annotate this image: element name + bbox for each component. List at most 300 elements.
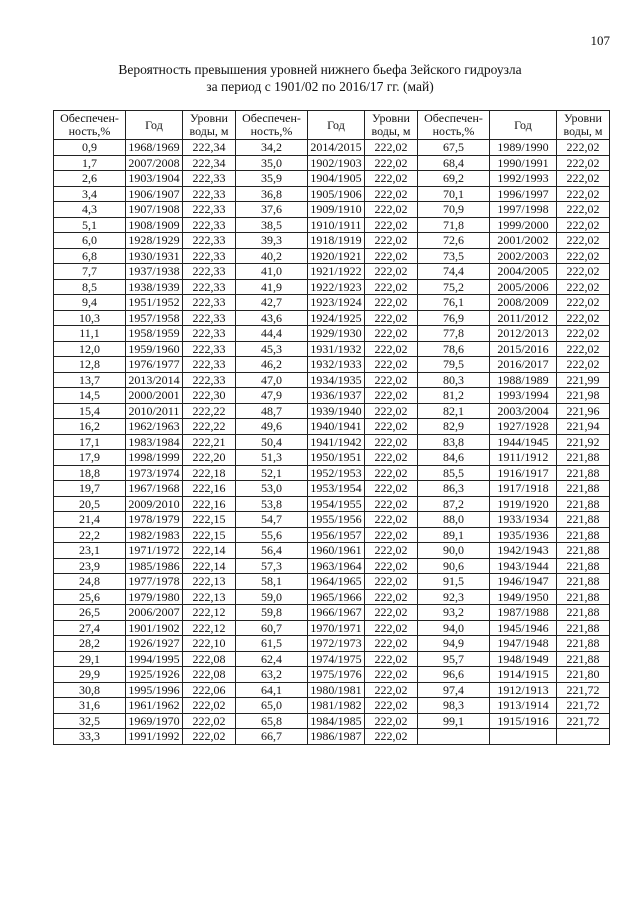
table-cell: 1946/1947	[490, 574, 557, 590]
table-cell: 222,13	[183, 589, 236, 605]
table-cell: 6,0	[54, 233, 126, 249]
table-cell: 222,02	[365, 357, 418, 373]
table-cell: 1964/1965	[308, 574, 365, 590]
table-cell: 65,8	[236, 713, 308, 729]
table-cell: 222,02	[557, 279, 610, 295]
table-cell: 1983/1984	[126, 434, 183, 450]
table-cell: 32,5	[54, 713, 126, 729]
table-cell: 222,33	[183, 279, 236, 295]
table-cell: 1979/1980	[126, 589, 183, 605]
table-row	[54, 155, 610, 171]
table-cell: 222,02	[365, 636, 418, 652]
table-header-row	[54, 111, 610, 140]
table-cell: 22,2	[54, 527, 126, 543]
table-row	[54, 372, 610, 388]
table-cell: 52,1	[236, 465, 308, 481]
table-cell: 222,33	[183, 372, 236, 388]
header-year-1: Год	[126, 111, 183, 140]
table-cell: 222,02	[365, 698, 418, 714]
table-row	[54, 605, 610, 621]
table-cell: 222,02	[557, 326, 610, 342]
table-cell: 1935/1936	[490, 527, 557, 543]
table-cell: 1927/1928	[490, 419, 557, 435]
table-cell: 221,88	[557, 605, 610, 621]
table-cell: 76,1	[418, 295, 490, 311]
table-cell: 222,02	[365, 388, 418, 404]
table-cell: 34,2	[236, 140, 308, 156]
table-cell: 11,1	[54, 326, 126, 342]
table-cell: 1908/1909	[126, 217, 183, 233]
table-cell: 222,02	[365, 713, 418, 729]
table-cell: 222,02	[365, 465, 418, 481]
table-cell: 33,3	[54, 729, 126, 745]
table-cell: 222,16	[183, 481, 236, 497]
table-cell: 23,1	[54, 543, 126, 559]
table-cell: 88,0	[418, 512, 490, 528]
header-coverage-3: Обеспечен-ность,%	[418, 111, 490, 140]
table-cell: 72,6	[418, 233, 490, 249]
page-number: 107	[590, 33, 610, 48]
table-cell: 45,3	[236, 341, 308, 357]
table-cell: 221,92	[557, 434, 610, 450]
table-cell: 222,02	[365, 667, 418, 683]
table-cell: 44,4	[236, 326, 308, 342]
table-cell: 16,2	[54, 419, 126, 435]
table-cell: 86,3	[418, 481, 490, 497]
table-cell: 3,4	[54, 186, 126, 202]
table-cell: 222,18	[183, 465, 236, 481]
table-cell: 222,02	[557, 310, 610, 326]
table-cell: 65,0	[236, 698, 308, 714]
table-cell: 1932/1933	[308, 357, 365, 373]
table-cell: 2008/2009	[490, 295, 557, 311]
table-cell: 1994/1995	[126, 651, 183, 667]
table-cell: 84,6	[418, 450, 490, 466]
table-cell: 1953/1954	[308, 481, 365, 497]
table-cell: 35,9	[236, 171, 308, 187]
table-cell: 1972/1973	[308, 636, 365, 652]
header-year-2: Год	[308, 111, 365, 140]
table-cell: 69,2	[418, 171, 490, 187]
table-cell: 222,02	[557, 264, 610, 280]
table-cell: 17,9	[54, 450, 126, 466]
table-cell: 222,33	[183, 310, 236, 326]
table-cell: 64,1	[236, 682, 308, 698]
table-cell: 1951/1952	[126, 295, 183, 311]
table-cell: 221,88	[557, 512, 610, 528]
table-cell: 79,5	[418, 357, 490, 373]
table-cell: 10,3	[54, 310, 126, 326]
table-cell: 29,1	[54, 651, 126, 667]
table-cell: 1921/1922	[308, 264, 365, 280]
table-cell: 14,5	[54, 388, 126, 404]
table-cell: 58,1	[236, 574, 308, 590]
table-cell: 48,7	[236, 403, 308, 419]
table-cell: 222,02	[365, 155, 418, 171]
table-cell: 50,4	[236, 434, 308, 450]
table-row	[54, 403, 610, 419]
table-cell: 70,9	[418, 202, 490, 218]
table-cell: 1991/1992	[126, 729, 183, 745]
table-cell: 1936/1937	[308, 388, 365, 404]
table-cell: 1944/1945	[490, 434, 557, 450]
table-cell: 1934/1935	[308, 372, 365, 388]
table-cell: 222,06	[183, 682, 236, 698]
table-cell: 46,2	[236, 357, 308, 373]
table-row	[54, 682, 610, 698]
table-cell: 1913/1914	[490, 698, 557, 714]
table-cell: 1977/1978	[126, 574, 183, 590]
table-cell: 222,30	[183, 388, 236, 404]
table-cell: 0,9	[54, 140, 126, 156]
table-cell: 2004/2005	[490, 264, 557, 280]
table-cell: 222,02	[365, 264, 418, 280]
table-cell: 43,6	[236, 310, 308, 326]
table-cell: 1917/1918	[490, 481, 557, 497]
table-row	[54, 419, 610, 435]
table-cell: 89,1	[418, 527, 490, 543]
table-cell: 1998/1999	[126, 450, 183, 466]
table-cell: 1910/1911	[308, 217, 365, 233]
table-row	[54, 729, 610, 745]
table-cell: 222,02	[365, 434, 418, 450]
table-cell: 221,72	[557, 698, 610, 714]
table-cell: 1909/1910	[308, 202, 365, 218]
header-coverage-2: Обеспечен-ность,%	[236, 111, 308, 140]
table-cell: 1930/1931	[126, 248, 183, 264]
table-cell: 57,3	[236, 558, 308, 574]
table-cell: 221,88	[557, 450, 610, 466]
table-cell: 1901/1902	[126, 620, 183, 636]
table-cell: 1961/1962	[126, 698, 183, 714]
table-cell: 222,02	[365, 372, 418, 388]
header-year-3: Год	[490, 111, 557, 140]
table-cell: 67,5	[418, 140, 490, 156]
table-cell: 222,02	[365, 217, 418, 233]
table-cell: 222,33	[183, 202, 236, 218]
table-row	[54, 434, 610, 450]
table-cell: 221,72	[557, 682, 610, 698]
document-title	[0, 61, 640, 95]
table-cell: 35,0	[236, 155, 308, 171]
table-cell: 12,0	[54, 341, 126, 357]
table-cell: 97,4	[418, 682, 490, 698]
table-cell: 1962/1963	[126, 419, 183, 435]
table-cell: 2015/2016	[490, 341, 557, 357]
table-cell: 54,7	[236, 512, 308, 528]
table-cell: 2014/2015	[308, 140, 365, 156]
table-cell: 40,2	[236, 248, 308, 264]
table-cell: 1986/1987	[308, 729, 365, 745]
table-cell: 222,34	[183, 140, 236, 156]
table-cell: 73,5	[418, 248, 490, 264]
table-cell: 221,88	[557, 558, 610, 574]
table-cell: 221,88	[557, 620, 610, 636]
table-cell: 1939/1940	[308, 403, 365, 419]
table-cell: 1952/1953	[308, 465, 365, 481]
table-cell: 222,02	[183, 698, 236, 714]
table-cell: 222,34	[183, 155, 236, 171]
table-cell: 222,02	[183, 713, 236, 729]
table-cell: 7,7	[54, 264, 126, 280]
table-cell: 68,4	[418, 155, 490, 171]
table-cell: 1924/1925	[308, 310, 365, 326]
table-row	[54, 140, 610, 156]
table-cell: 83,8	[418, 434, 490, 450]
table-cell: 1985/1986	[126, 558, 183, 574]
table-cell: 222,02	[365, 233, 418, 249]
table-cell: 49,6	[236, 419, 308, 435]
table-cell: 82,1	[418, 403, 490, 419]
table-cell: 1975/1976	[308, 667, 365, 683]
table-cell: 1960/1961	[308, 543, 365, 559]
table-cell: 39,3	[236, 233, 308, 249]
table-cell: 221,88	[557, 636, 610, 652]
header-level-2: Уровни воды, м	[365, 111, 418, 140]
table-cell: 1955/1956	[308, 512, 365, 528]
table-cell: 94,9	[418, 636, 490, 652]
table-cell: 222,02	[365, 341, 418, 357]
table-cell: 6,8	[54, 248, 126, 264]
table-row	[54, 248, 610, 264]
table-cell: 92,3	[418, 589, 490, 605]
table-row	[54, 558, 610, 574]
table-cell: 1995/1996	[126, 682, 183, 698]
table-cell: 1957/1958	[126, 310, 183, 326]
table-cell: 1947/1948	[490, 636, 557, 652]
table-cell: 1937/1938	[126, 264, 183, 280]
table-cell: 2013/2014	[126, 372, 183, 388]
table-cell: 1956/1957	[308, 527, 365, 543]
table-cell: 31,6	[54, 698, 126, 714]
table-cell: 1974/1975	[308, 651, 365, 667]
table-cell: 2,6	[54, 171, 126, 187]
table-cell: 1904/1905	[308, 171, 365, 187]
table-cell: 2016/2017	[490, 357, 557, 373]
table-cell: 1971/1972	[126, 543, 183, 559]
table-cell: 221,94	[557, 419, 610, 435]
table-cell: 1,7	[54, 155, 126, 171]
table-row	[54, 341, 610, 357]
table-cell: 222,02	[557, 202, 610, 218]
table-row	[54, 636, 610, 652]
table-cell: 2007/2008	[126, 155, 183, 171]
table-cell: 221,88	[557, 589, 610, 605]
table-body	[54, 140, 610, 745]
table-cell: 222,02	[365, 295, 418, 311]
table-cell: 222,33	[183, 295, 236, 311]
table-cell: 222,02	[183, 729, 236, 745]
table-cell: 1973/1974	[126, 465, 183, 481]
table-cell: 15,4	[54, 403, 126, 419]
table-cell: 1914/1915	[490, 667, 557, 683]
table-cell: 222,22	[183, 419, 236, 435]
table-row	[54, 450, 610, 466]
table-row	[54, 279, 610, 295]
table-cell: 1958/1959	[126, 326, 183, 342]
table-row	[54, 574, 610, 590]
table-cell: 222,02	[365, 171, 418, 187]
table-row	[54, 310, 610, 326]
table-row	[54, 713, 610, 729]
table-cell: 1993/1994	[490, 388, 557, 404]
table-cell: 1903/1904	[126, 171, 183, 187]
table-cell: 221,88	[557, 543, 610, 559]
table-cell: 74,4	[418, 264, 490, 280]
table-cell: 222,08	[183, 651, 236, 667]
table-cell: 59,8	[236, 605, 308, 621]
table-cell: 53,0	[236, 481, 308, 497]
table-cell: 90,6	[418, 558, 490, 574]
table-cell: 47,0	[236, 372, 308, 388]
table-cell: 63,2	[236, 667, 308, 683]
table-cell: 75,2	[418, 279, 490, 295]
table-cell: 222,33	[183, 341, 236, 357]
table-cell: 38,5	[236, 217, 308, 233]
table-cell: 222,22	[183, 403, 236, 419]
table-cell: 1959/1960	[126, 341, 183, 357]
probability-table	[53, 110, 610, 745]
table-row	[54, 171, 610, 187]
table-cell: 2006/2007	[126, 605, 183, 621]
table-cell: 222,08	[183, 667, 236, 683]
table-cell: 222,02	[365, 527, 418, 543]
table-cell: 222,33	[183, 233, 236, 249]
table-cell: 1938/1939	[126, 279, 183, 295]
table-cell: 47,9	[236, 388, 308, 404]
table-cell: 95,7	[418, 651, 490, 667]
table-cell: 1950/1951	[308, 450, 365, 466]
table-cell: 85,5	[418, 465, 490, 481]
table-cell: 221,88	[557, 481, 610, 497]
table-cell: 1992/1993	[490, 171, 557, 187]
table-cell: 70,1	[418, 186, 490, 202]
table-cell: 222,02	[557, 155, 610, 171]
table-cell: 1954/1955	[308, 496, 365, 512]
table-cell: 222,02	[365, 279, 418, 295]
table-cell: 61,5	[236, 636, 308, 652]
table-cell: 1945/1946	[490, 620, 557, 636]
table-cell: 80,3	[418, 372, 490, 388]
table-cell: 42,7	[236, 295, 308, 311]
table-cell: 17,1	[54, 434, 126, 450]
table-cell: 2003/2004	[490, 403, 557, 419]
table-cell: 1980/1981	[308, 682, 365, 698]
table-cell: 1967/1968	[126, 481, 183, 497]
table-cell: 222,02	[557, 233, 610, 249]
table-row	[54, 496, 610, 512]
table-cell: 222,33	[183, 326, 236, 342]
table-row	[54, 698, 610, 714]
table-cell	[490, 729, 557, 745]
table-cell: 1919/1920	[490, 496, 557, 512]
table-cell: 1920/1921	[308, 248, 365, 264]
table-cell: 1990/1991	[490, 155, 557, 171]
table-cell: 1987/1988	[490, 605, 557, 621]
table-cell: 222,02	[365, 558, 418, 574]
table-cell: 1911/1912	[490, 450, 557, 466]
table-cell: 1968/1969	[126, 140, 183, 156]
table-cell: 1978/1979	[126, 512, 183, 528]
table-row	[54, 465, 610, 481]
table-cell: 26,5	[54, 605, 126, 621]
table-cell: 23,9	[54, 558, 126, 574]
table-cell	[557, 729, 610, 745]
table-cell: 2000/2001	[126, 388, 183, 404]
table-cell: 1907/1908	[126, 202, 183, 218]
table-cell: 1925/1926	[126, 667, 183, 683]
table-cell: 222,33	[183, 186, 236, 202]
table-cell: 1933/1934	[490, 512, 557, 528]
table-cell: 18,8	[54, 465, 126, 481]
table-cell: 1996/1997	[490, 186, 557, 202]
table-cell: 222,02	[365, 310, 418, 326]
table-cell: 222,14	[183, 558, 236, 574]
table-cell: 8,5	[54, 279, 126, 295]
table-cell: 2002/2003	[490, 248, 557, 264]
table-cell: 1963/1964	[308, 558, 365, 574]
table-cell: 1949/1950	[490, 589, 557, 605]
table-cell: 1988/1989	[490, 372, 557, 388]
table-cell: 222,02	[365, 512, 418, 528]
table-cell: 221,99	[557, 372, 610, 388]
table-cell: 53,8	[236, 496, 308, 512]
table-cell: 41,0	[236, 264, 308, 280]
table-cell: 5,1	[54, 217, 126, 233]
table-cell: 37,6	[236, 202, 308, 218]
table-cell: 1965/1966	[308, 589, 365, 605]
table-cell: 1918/1919	[308, 233, 365, 249]
table-cell: 1969/1970	[126, 713, 183, 729]
table-cell: 222,33	[183, 248, 236, 264]
table-cell: 221,96	[557, 403, 610, 419]
table-cell	[418, 729, 490, 745]
table-cell: 1931/1932	[308, 341, 365, 357]
table-cell: 1976/1977	[126, 357, 183, 373]
table-cell: 1999/2000	[490, 217, 557, 233]
table-cell: 1926/1927	[126, 636, 183, 652]
table-cell: 1929/1930	[308, 326, 365, 342]
table-cell: 222,02	[365, 186, 418, 202]
header-coverage-1: Обеспечен-ность,%	[54, 111, 126, 140]
table-cell: 2012/2013	[490, 326, 557, 342]
table-cell: 1905/1906	[308, 186, 365, 202]
table-row	[54, 481, 610, 497]
table-row	[54, 667, 610, 683]
table-cell: 221,88	[557, 574, 610, 590]
table-cell: 1941/1942	[308, 434, 365, 450]
table-cell: 222,33	[183, 264, 236, 280]
table-cell: 60,7	[236, 620, 308, 636]
table-cell: 81,2	[418, 388, 490, 404]
table-cell: 222,20	[183, 450, 236, 466]
table-cell: 221,72	[557, 713, 610, 729]
table-cell: 98,3	[418, 698, 490, 714]
table-cell: 222,02	[365, 403, 418, 419]
table-cell: 4,3	[54, 202, 126, 218]
table-cell: 20,5	[54, 496, 126, 512]
table-cell: 1989/1990	[490, 140, 557, 156]
table-cell: 82,9	[418, 419, 490, 435]
table-cell: 222,02	[365, 620, 418, 636]
table-cell: 222,12	[183, 620, 236, 636]
table-cell: 28,2	[54, 636, 126, 652]
table-cell: 222,02	[365, 140, 418, 156]
table-cell: 93,2	[418, 605, 490, 621]
table-row	[54, 233, 610, 249]
table-cell: 1942/1943	[490, 543, 557, 559]
table-cell: 96,6	[418, 667, 490, 683]
